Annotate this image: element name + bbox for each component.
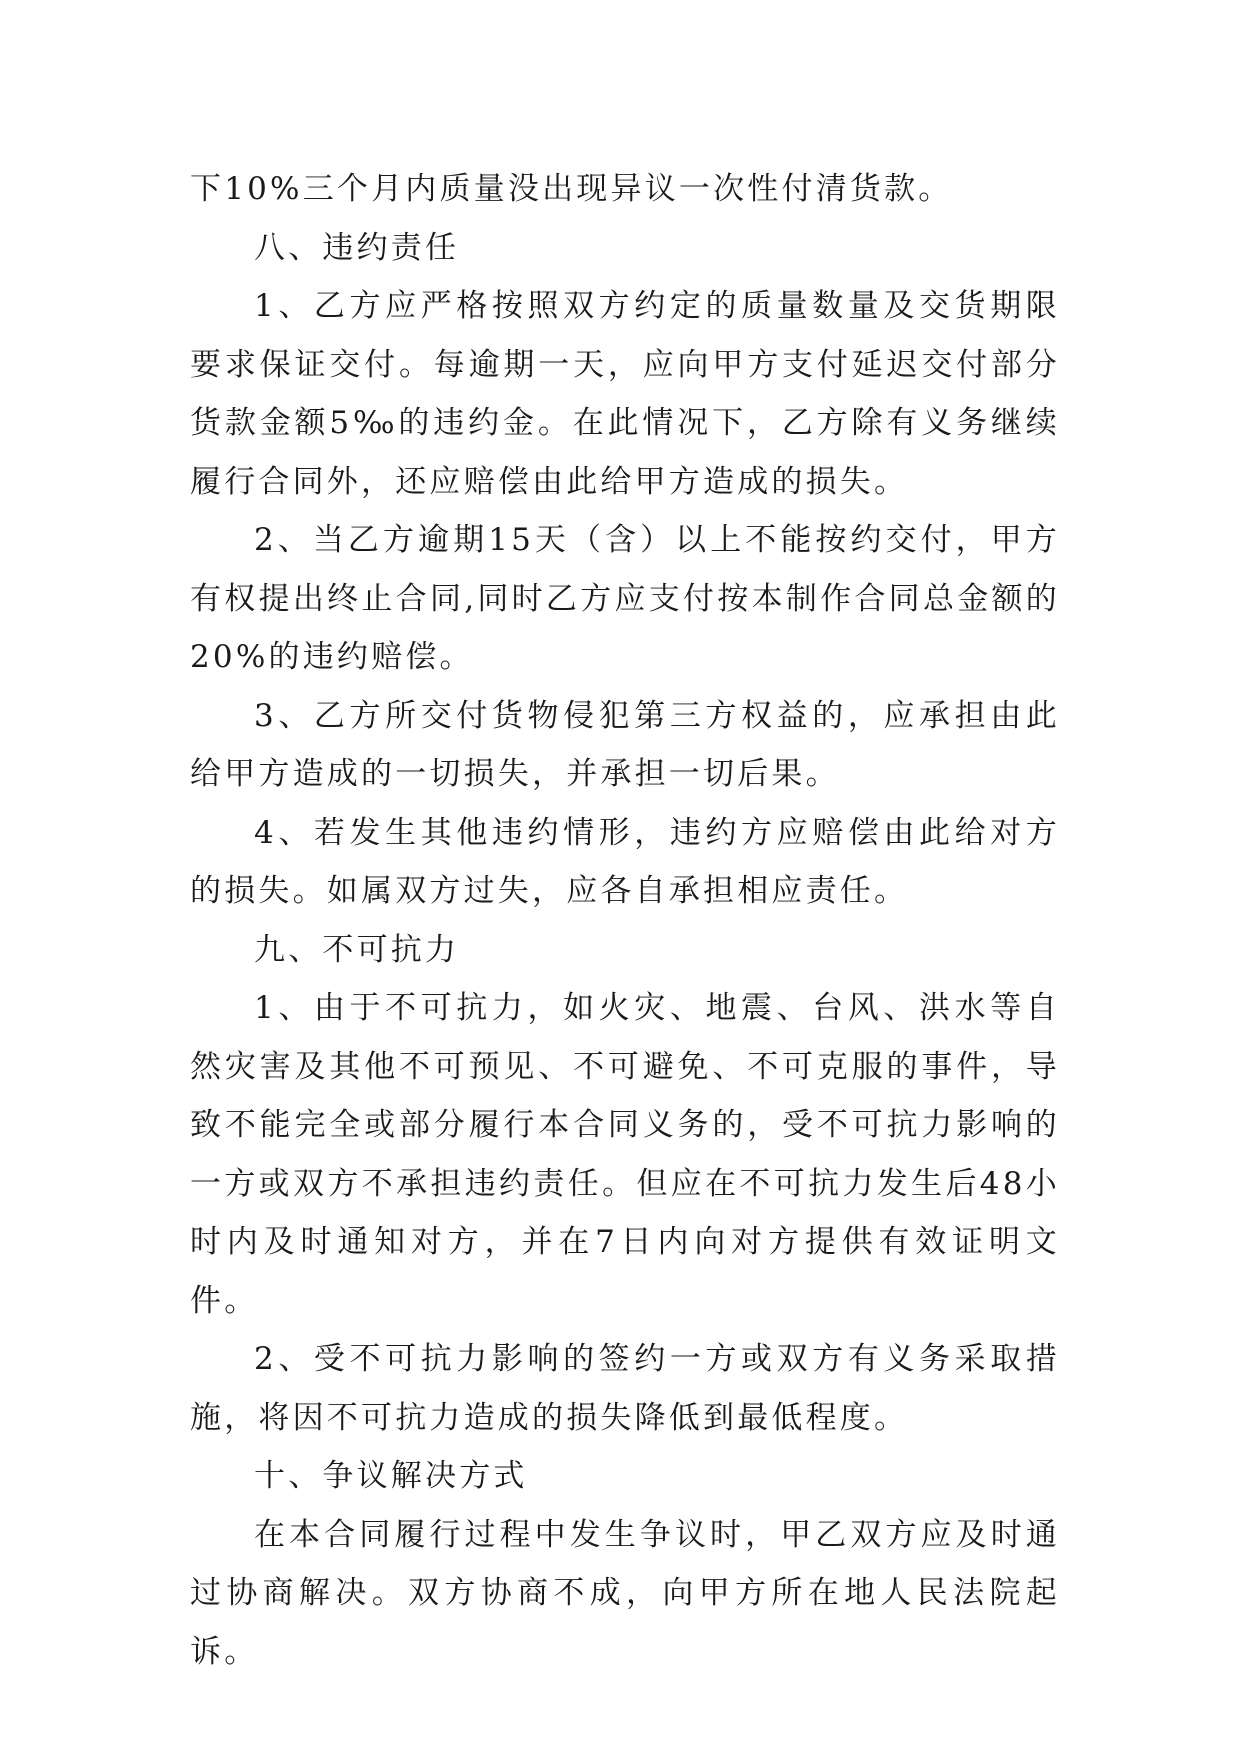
paragraph-dispute-resolution: 在本合同履行过程中发生争议时，甲乙双方应及时通过协商解决。双方协商不成，向甲方所在地人民法院起诉。: [190, 1516, 1060, 1670]
heading-dispute-resolution: 十、争议解决方式: [254, 1458, 528, 1494]
paragraph-breach-1: 1、乙方应严格按照双方约定的质量数量及交货期限要求保证交付。每逾期一天，应向甲方支付延迟交付部分货款金额5‰的违约金。在此情况下，乙方除有义务继续履行合同外，还应赔偿由此给甲方造成的损失。: [190, 288, 1060, 500]
paragraph-breach-2: 2、当乙方逾期15天（含）以上不能按约交付，甲方有权提出终止合同,同时乙方应支付按本制作合同总金额的20%的违约赔偿。: [190, 522, 1060, 675]
paragraph-breach-4: 4、若发生其他违约情形，违约方应赔偿由此给对方的损失。如属双方过失，应各自承担相应责任。: [190, 814, 1060, 909]
paragraph-force-majeure-2: 2、受不可抗力影响的签约一方或双方有义务采取措施，将因不可抗力造成的损失降低到最低程度。: [190, 1341, 1060, 1436]
heading-breach-liability: 八、违约责任: [254, 229, 460, 266]
paragraph-payment-tail: 下10%三个月内质量没出现异议一次性付清货款。: [190, 171, 953, 207]
paragraph-force-majeure-1: 1、由于不可抗力，如火灾、地震、台风、洪水等自然灾害及其他不可预见、不可避免、不可克服的事件，导致不能完全或部分履行本合同义务的，受不可抗力影响的一方或双方不承担违约责任。但应在不可抗力发生后48小时内及时通知对方，并在7日内向对方提供有效证明文件。: [190, 990, 1060, 1319]
document-body: [190, 160, 1060, 1681]
heading-force-majeure: 九、不可抗力: [254, 931, 460, 968]
paragraph-breach-3: 3、乙方所交付货物侵犯第三方权益的，应承担由此给甲方造成的一切损失，并承担一切后果。: [190, 697, 1060, 792]
